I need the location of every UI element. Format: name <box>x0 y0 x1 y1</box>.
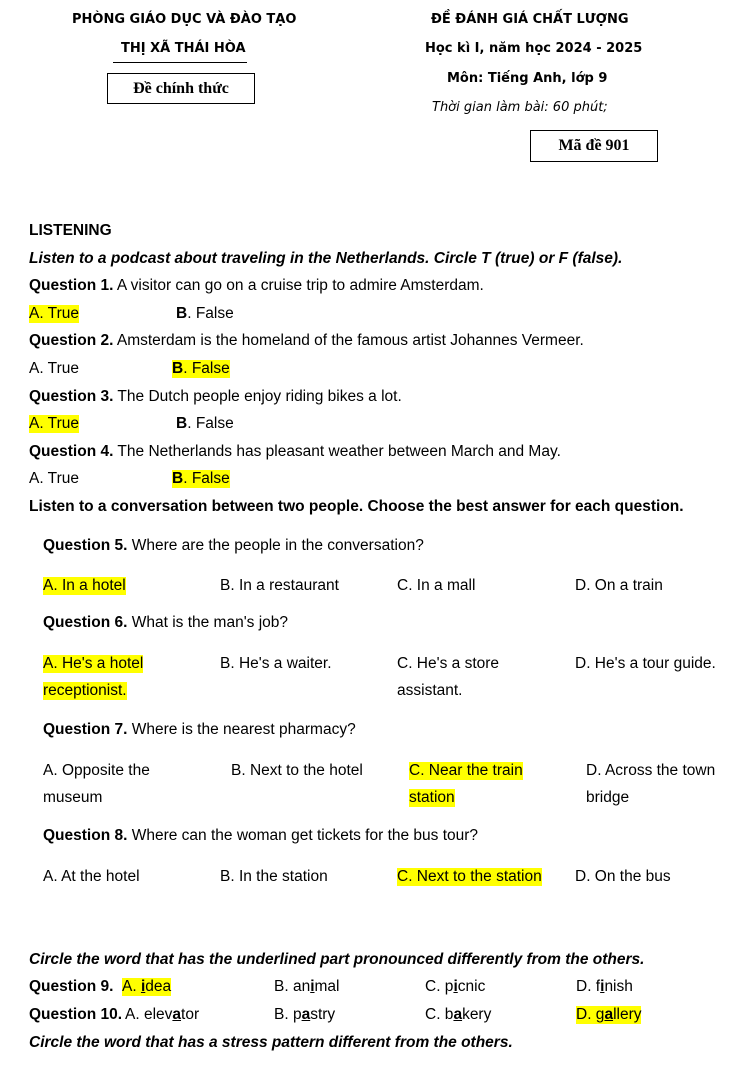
option-suffix: tor <box>181 1006 200 1023</box>
q4-option-b[interactable] <box>172 470 230 488</box>
q8-option-a[interactable]: A. At the hotel <box>43 868 140 885</box>
question-label: Question 7. <box>43 721 128 738</box>
q1-option-b[interactable] <box>176 305 234 323</box>
option-text: . True <box>39 360 79 377</box>
official-label: Đề chính thức <box>133 79 229 97</box>
q1-option-a[interactable] <box>29 305 79 323</box>
option-suffix: kery <box>462 1006 492 1023</box>
official-badge <box>107 73 255 104</box>
q10-option-a[interactable] <box>125 1006 199 1024</box>
question-text: Where are the people in the conversation? <box>127 537 424 554</box>
question-1 <box>29 277 484 295</box>
underlined-part: a <box>453 1006 463 1023</box>
section-title-listening: LISTENING <box>29 222 112 239</box>
option-prefix: A. <box>122 978 141 995</box>
q7-option-d-line1[interactable]: D. Across the town <box>586 762 716 779</box>
q7-option-a-line1[interactable]: A. Opposite the <box>43 762 150 779</box>
option-text: . True <box>39 305 79 322</box>
q3-option-a[interactable] <box>29 415 79 433</box>
exam-subject: Môn: Tiếng Anh, lớp 9 <box>447 71 608 86</box>
q7-option-d-line2[interactable]: bridge <box>586 789 630 806</box>
question-2 <box>29 332 584 350</box>
question-label: Question 8. <box>43 827 128 844</box>
q8-option-b[interactable]: B. In the station <box>220 868 328 885</box>
question-label: Question 1. <box>29 277 114 294</box>
question-7 <box>43 721 356 739</box>
question-text: Where is the nearest pharmacy? <box>127 721 356 738</box>
underlined-part: a <box>172 1006 182 1023</box>
option-letter: A <box>29 360 40 377</box>
option-letter: A <box>29 415 40 432</box>
town-name: THỊ XÃ THÁI HÒA <box>121 41 246 56</box>
question-4 <box>29 443 561 461</box>
instruction-tf: Listen to a podcast about traveling in the Netherlands. Circle T (true) or F (false). <box>29 250 623 267</box>
q3-option-b[interactable] <box>176 415 234 433</box>
q6-option-c-line1[interactable]: C. He's a store <box>397 655 500 672</box>
q8-option-c[interactable]: C. Next to the station <box>397 868 542 885</box>
question-text: The Netherlands has pleasant weather between March and May. <box>113 443 561 460</box>
q9-option-d[interactable] <box>576 978 633 996</box>
q9-option-c[interactable] <box>425 978 485 996</box>
question-label: Question 2. <box>29 332 114 349</box>
instruction-pronunciation: Circle the word that has the underlined part pronounced differently from the others. <box>29 951 645 968</box>
q2-option-a[interactable] <box>29 360 79 378</box>
q8-option-d[interactable]: D. On the bus <box>575 868 671 885</box>
question-label: Question 6. <box>43 614 128 631</box>
option-prefix: D. g <box>576 1006 605 1023</box>
underlined-part: i <box>140 978 146 995</box>
question-3 <box>29 388 402 406</box>
question-text: The Dutch people enjoy riding bikes a lot. <box>113 388 402 405</box>
option-suffix: dea <box>145 978 172 995</box>
q9-option-a[interactable] <box>122 978 171 996</box>
q5-option-d[interactable]: D. On a train <box>575 577 663 594</box>
instruction-stress: Circle the word that has a stress pattern different from the others. <box>29 1034 513 1051</box>
q10-option-d[interactable] <box>576 1006 641 1024</box>
question-text: Where can the woman get tickets for the bus tour? <box>127 827 479 844</box>
option-prefix: B. p <box>274 1006 302 1023</box>
exam-title: ĐỀ ĐÁNH GIÁ CHẤT LƯỢNG <box>431 12 629 27</box>
q6-option-c-line2[interactable]: assistant. <box>397 682 463 699</box>
option-prefix: B. an <box>274 978 311 995</box>
option-letter: B <box>176 415 188 432</box>
q6-option-a-line1[interactable]: A. He's a hotel <box>43 655 144 672</box>
underlined-part: a <box>301 1006 311 1023</box>
q5-option-a[interactable]: A. In a hotel <box>43 577 126 594</box>
q9-option-b[interactable] <box>274 978 340 996</box>
town-underline <box>113 62 247 63</box>
option-text: . False <box>187 305 234 322</box>
q10-option-b[interactable] <box>274 1006 335 1024</box>
option-prefix: C. p <box>425 978 454 995</box>
question-6 <box>43 614 288 632</box>
question-text: A visitor can go on a cruise trip to admire Amsterdam. <box>113 277 484 294</box>
question-label: Question 5. <box>43 537 128 554</box>
option-letter: A <box>29 305 40 322</box>
underlined-part: i <box>453 978 458 995</box>
option-suffix: llery <box>613 1006 642 1023</box>
q5-option-c[interactable]: C. In a mall <box>397 577 476 594</box>
option-letter: B <box>172 470 184 487</box>
option-prefix: C. b <box>425 1006 454 1023</box>
question-5 <box>43 537 424 555</box>
q10-option-c[interactable] <box>425 1006 491 1024</box>
q4-option-a[interactable] <box>29 470 79 488</box>
q2-option-b[interactable] <box>172 360 230 378</box>
underlined-part: i <box>600 978 605 995</box>
question-text: What is the man's job? <box>127 614 289 631</box>
exam-term: Học kì I, năm học 2024 - 2025 <box>425 41 643 56</box>
question-10-label: Question 10. <box>29 1006 123 1023</box>
option-letter: A <box>29 470 40 487</box>
option-prefix: D. f <box>576 978 601 995</box>
option-letter: B <box>172 360 184 377</box>
exam-code-box <box>530 130 658 162</box>
q7-option-c-line1[interactable]: C. Near the train <box>409 762 523 779</box>
exam-time: Thời gian làm bài: 60 phút; <box>432 100 608 115</box>
question-9-label: Question 9. <box>29 978 114 995</box>
q7-option-a-line2[interactable]: museum <box>43 789 103 806</box>
underlined-part: a <box>604 1006 614 1023</box>
question-text: Amsterdam is the homeland of the famous artist Johannes Vermeer. <box>113 332 584 349</box>
q5-option-b[interactable]: B. In a restaurant <box>220 577 339 594</box>
q7-option-b[interactable]: B. Next to the hotel <box>231 762 363 779</box>
question-label: Question 4. <box>29 443 114 460</box>
instruction-mc: Listen to a conversation between two people. Choose the best answer for each question. <box>29 498 684 515</box>
question-8 <box>43 827 478 845</box>
option-suffix: mal <box>314 978 340 995</box>
dept-name: PHÒNG GIÁO DỤC VÀ ĐÀO TẠO <box>72 12 297 27</box>
option-prefix: A. elev <box>125 1006 173 1023</box>
option-text: . False <box>183 470 230 487</box>
option-text: . True <box>39 470 79 487</box>
option-suffix: cnic <box>457 978 486 995</box>
option-suffix: nish <box>604 978 633 995</box>
q7-option-c-line2[interactable]: station <box>409 789 455 806</box>
q6-option-d[interactable]: D. He's a tour guide. <box>575 655 716 672</box>
option-letter: B <box>176 305 188 322</box>
option-text: . True <box>39 415 79 432</box>
question-label: Question 3. <box>29 388 114 405</box>
exam-code: Mã đề 901 <box>558 137 630 154</box>
option-suffix: stry <box>310 1006 336 1023</box>
q6-option-a-line2[interactable]: receptionist. <box>43 682 127 699</box>
underlined-part: i <box>310 978 315 995</box>
option-text: . False <box>183 360 230 377</box>
option-text: . False <box>187 415 234 432</box>
q6-option-b[interactable]: B. He's a waiter. <box>220 655 332 672</box>
